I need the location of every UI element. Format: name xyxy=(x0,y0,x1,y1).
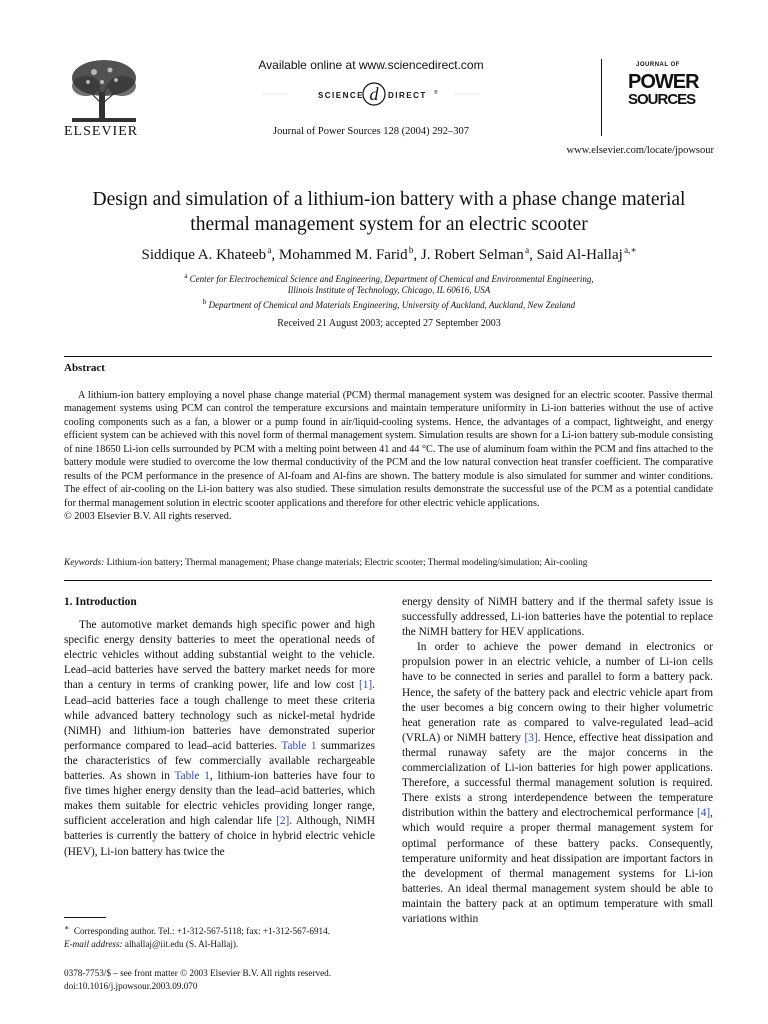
intro-paragraph: energy density of NiMH battery and if the thermal safety issue is successfully addressed, Li-ion batteries have the potential to replace the NiMH battery for HEV applications. xyxy=(402,596,713,639)
affiliation-a-line2: Illinois Institute of Technology, Chicago, IL 60616, USA xyxy=(287,285,491,295)
author-affil-mark[interactable]: b xyxy=(408,245,414,255)
citation-link[interactable]: [1] xyxy=(358,679,373,692)
table-link[interactable]: Table 1 xyxy=(174,770,210,783)
journal-logo-small: JOURNAL OF xyxy=(636,62,680,68)
citation-link[interactable]: [2] xyxy=(276,815,290,828)
footnote-rule xyxy=(64,917,106,918)
affiliation-a xyxy=(60,272,718,284)
author-name: Said Al-Hallaj xyxy=(536,247,623,263)
front-matter xyxy=(64,967,424,993)
keywords-list: Lithium-ion battery; Thermal management; Phase change materials; Electric scooter; Thermal modeling/simulation; Air-cooling xyxy=(106,558,588,568)
sd-right-text: DIRECT xyxy=(388,91,427,100)
journal-url-link[interactable]: www.elsevier.com/locate/jpowsour xyxy=(566,145,714,156)
intro-paragraph: The automotive market demands high specific power and high specific energy density batteries to meet the operational needs of electric vehicles without adding substantial weight to the vehicle. Lead–acid batteries have served the battery market needs for more than a century in terms of cranking power, life and low cost [1]. Lead–acid batteries face a tough challenge to meet these criteria while advanced battery technology such as nickel-metal hydride (NiMH) and lithium-ion batteries have demonstrated superior performance compared to lead–acid batteries. Table 1 summarizes the characteristics of few commercially available rechargeable batteries. As shown in Table 1, lithium-ion batteries have four to five times higher energy density than the lead–acid batteries, which makes them suitable for electric vehicles providing longer range, sufficient acceleration and high calendar life [2]. Although, NiMH batteries is currently the battery of choice in hybrid electric vehicle (HEV), Li-ion battery has twice the xyxy=(64,619,375,858)
author-name: Mohammed M. Farid xyxy=(278,247,408,263)
author-list: Siddique A. Khateeb $^a$, Mohammed M. Farid $^b$, J. Robert Selman $^a$, Said Al-Hallaj $^{a,∗}$ xyxy=(141,245,637,263)
author-affil-mark[interactable]: a xyxy=(525,245,530,255)
divider xyxy=(64,356,712,357)
issn-line: 0378-7753/$ – see front matter © 2003 Elsevier B.V. All rights reserved. xyxy=(64,968,332,978)
corresponding-author-note: ∗ Corresponding author. Tel.: +1-312-567-5118; fax: +1-312-567-6914. xyxy=(64,923,331,937)
keywords-label: Keywords: xyxy=(64,558,105,568)
affil-line: Center for Electrochemical Science and Engineering, Department of Chemical and Environmental Engineering, xyxy=(189,274,594,284)
divider xyxy=(64,580,712,581)
intro-paragraph: In order to achieve the power demand in electronics or propulsion power in an electric vehicle, a number of Li-ion cells have to be connected in series and parallel to form a battery pack. Hence, the safety of the battery pack and electric vehicle apart from the user becomes a big concern owing to their higher volumetric heat generation rate as compared to valve-regulated lead–acid (VRLA) or NiMH battery [3]. Hence, effective heat dissipation and thermal runaway safety are the major concerns in the commercialization of Li-ion batteries for high power applications. Therefore, a successful thermal management solution is required. There exists a strong interdependence between the temperature distribution within the battery and electrochemical performance [4], which would require a proper thermal management system for optimal performance of these battery packs. Consequently, temperature uniformity and heat dissipation are important factors in the development of thermal management systems for Li-ion batteries. An ideal thermal management system should be able to maintain the battery pack at an optimum temperature with small variations within xyxy=(402,641,713,925)
citation-link[interactable]: [3] xyxy=(524,731,538,744)
author-affil-mark[interactable]: a xyxy=(267,245,272,255)
right-column xyxy=(402,595,713,927)
publisher-name: ELSEVIER xyxy=(64,124,139,139)
abstract-body xyxy=(64,389,713,524)
sciencedirect-logo xyxy=(258,77,484,111)
footnote xyxy=(64,921,384,951)
received-dates: Received 21 August 2003; accepted 27 September 2003 xyxy=(277,318,501,329)
affil-mark: b xyxy=(202,298,207,306)
sd-left-text: SCIENCE xyxy=(317,91,364,100)
journal-citation: Journal of Power Sources 128 (2004) 292–307 xyxy=(273,126,469,137)
section-heading: 1. Introduction xyxy=(64,596,137,608)
journal-logo-sources: SOURCES xyxy=(628,91,696,108)
sd-d-icon: d xyxy=(369,84,379,104)
email-link[interactable]: alhallaj@iit.edu (S. Al-Hallaj). xyxy=(124,939,239,950)
author-name: J. Robert Selman xyxy=(420,247,524,263)
doi-line[interactable]: doi:10.1016/j.jpowsour.2003.09.070 xyxy=(64,981,198,991)
affil-mark: a xyxy=(184,272,188,280)
copyright-line: © 2003 Elsevier B.V. All rights reserved. xyxy=(64,511,232,523)
available-online-line[interactable]: Available online at www.sciencedirect.com xyxy=(258,58,484,72)
affil-line: Department of Chemical and Materials Engineering, University of Auckland, Auckland, New Zealand xyxy=(208,300,576,310)
abstract-heading: Abstract xyxy=(64,362,105,374)
email-line: E-mail address: alhallaj@iit.edu (S. Al-Hallaj). xyxy=(64,939,239,950)
left-column xyxy=(64,595,375,860)
affiliation-b xyxy=(60,298,718,310)
author-affil-mark[interactable]: a,∗ xyxy=(624,245,637,255)
article-title: Design and simulation of a lithium-ion battery with a phase change material thermal management system for an electric scooter xyxy=(92,189,686,235)
abstract-paragraph: A lithium-ion battery employing a novel phase change material (PCM) thermal management system was designed for an electric scooter. Passive thermal management systems using PCM can control the temperature excursions and maintain temperature uniformity in Li-ion batteries without the use of active cooling components such as a fan, a blower or a pump found in air/liquid-cooling systems. Hence, the advantages of a compact, lightweight, and energy efficient system can be achieved with this novel form of thermal management system. Simulation results are shown for a Li-ion battery sub-module consisting of nine 18650 Li-ion cells surrounded by PCM with a melting point between 41 and 44 °C. The use of aluminum foam within the PCM and fins attached to the battery module were studied to overcome the low thermal conductivity of the PCM and the low natural convection heat transfer coefficient. The comparative results of the PCM performance in the presence of Al-foam and Al-fins are shown. The battery module is also simulated for summer and winter conditions. The effect of air-cooling on the Li-ion battery was also studied. These simulation results demonstrate the successful use of the PCM as a potential candidate for thermal management solution in electric scooter applications and therefore for other electric vehicle applications. xyxy=(64,390,713,509)
author-name: Siddique A. Khateeb xyxy=(141,247,267,263)
sd-mark: ® xyxy=(434,90,438,96)
journal-logo-power: POWER xyxy=(628,71,699,93)
table-link[interactable]: Table 1 xyxy=(281,739,317,752)
keywords-line xyxy=(64,558,713,568)
citation-link[interactable]: [4] xyxy=(696,807,711,820)
